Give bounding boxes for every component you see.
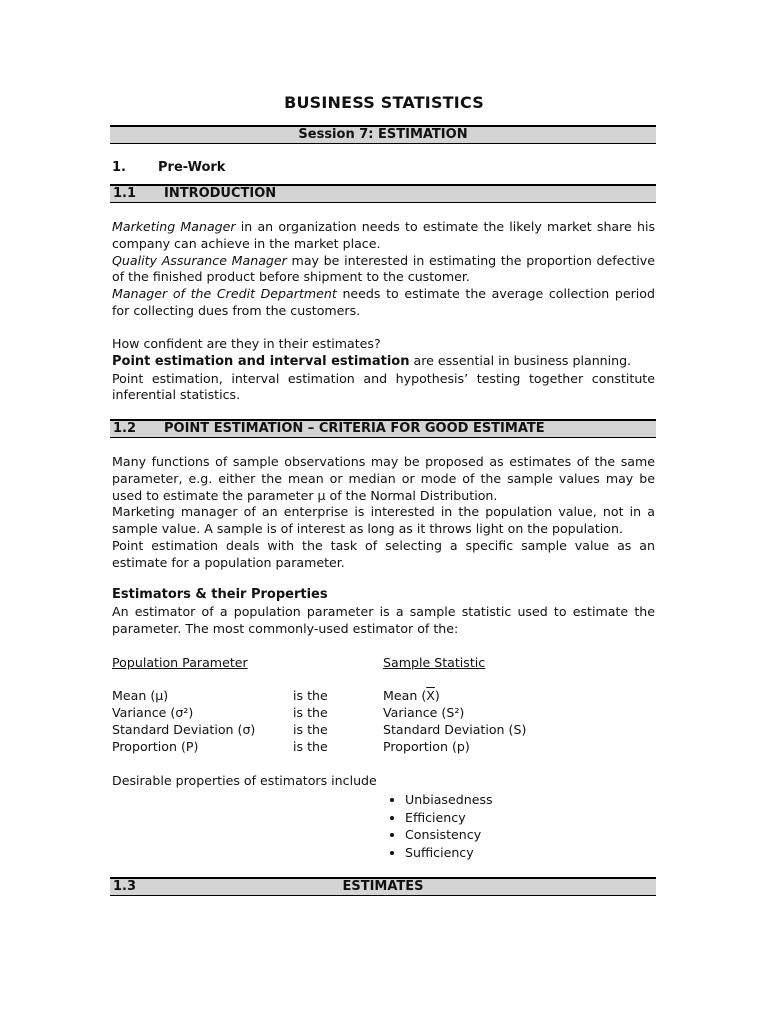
- section-1-number: 1.: [112, 160, 126, 175]
- intro-block: [112, 219, 655, 320]
- intro-role-1: Marketing Manager: [112, 219, 236, 234]
- section-1-1-header-bar: [110, 184, 656, 203]
- table-row-0-param: Mean (µ): [112, 688, 169, 703]
- intro-bold-rest: are essential in business planning.: [409, 352, 632, 368]
- table-row-1-stat: Variance (S²): [383, 705, 465, 720]
- section-1-3-number: 1.3: [113, 879, 137, 894]
- intro-question: How confident are they in their estimates?: [112, 336, 381, 351]
- table-row-0-stat: [383, 688, 440, 705]
- table-row-1-param: Variance (σ²): [112, 705, 194, 720]
- document-title: BUSINESS STATISTICS: [284, 93, 484, 112]
- point-estimation-block: [112, 454, 655, 572]
- table-row-1-relation: is the: [293, 705, 328, 720]
- properties-list: [383, 791, 493, 861]
- estimators-subheading: Estimators & their Properties: [112, 587, 328, 602]
- table-header-sample-statistic: Sample Statistic: [383, 655, 486, 670]
- estimators-paragraph: An estimator of a population parameter is a sample statistic used to estimate the parameter. The most commonly-used estimator of the:: [112, 603, 655, 636]
- properties-intro: Desirable properties of estimators include: [112, 773, 377, 788]
- intro-paragraph-1: [112, 219, 655, 253]
- intro-role-3: Manager of the Credit Department: [112, 286, 337, 302]
- point-est-paragraph-1: Many functions of sample observations may be proposed as estimates of the same parameter, e.g. either the mean or median or mode of the sample values may be used to estimate the parameter µ of the Normal Distribution.: [112, 454, 655, 503]
- table-row-0-stat-pre: Mean (: [383, 688, 427, 703]
- list-item: • Consistency: [405, 826, 493, 844]
- section-1-3-header-bar: [110, 877, 656, 896]
- intro-closing: Point estimation, interval estimation and hypothesis’ testing together constitute inferential statistics.: [112, 370, 655, 403]
- section-1-2-number: 1.2: [113, 421, 137, 436]
- section-1-3-label: ESTIMATES: [342, 879, 424, 894]
- intro-planning-line: [112, 353, 655, 371]
- section-1-2-header-bar: [110, 419, 656, 438]
- table-header-population-parameter: Population Parameter: [112, 655, 248, 670]
- estimators-block: [112, 587, 655, 637]
- table-row-2-param: Standard Deviation (σ): [112, 722, 256, 737]
- table-row-3-relation: is the: [293, 739, 328, 754]
- intro-bold-phrase: Point estimation and interval estimation: [112, 353, 410, 369]
- intro-text-3: needs to estimate the average collection period for collecting dues from the customers.: [112, 286, 655, 318]
- session-label: Session 7: ESTIMATION: [298, 127, 468, 142]
- x-bar-symbol: $\overline{X}$: [426, 688, 435, 703]
- section-1-label: Pre-Work: [158, 160, 226, 175]
- section-1-1-number: 1.1: [113, 186, 137, 201]
- intro-text-2: may be interested in estimating the proportion defective of the finished product before shipment to the customer.: [112, 252, 655, 285]
- intro-paragraph-3: [112, 286, 655, 320]
- table-row-0-relation: is the: [293, 688, 328, 703]
- session-header-bar: [110, 125, 656, 144]
- table-row-2-stat: Standard Deviation (S): [383, 722, 527, 737]
- point-est-paragraph-3: Point estimation deals with the task of selecting a specific sample value as an estimate for a population parameter.: [112, 537, 655, 570]
- list-item: • Unbiasedness: [405, 791, 493, 809]
- section-1-heading: [112, 160, 225, 175]
- list-item: • Efficiency: [405, 809, 493, 827]
- list-item: • Sufficiency: [405, 844, 493, 862]
- section-1-2-label: POINT ESTIMATION – CRITERIA FOR GOOD ESTIMATE: [164, 421, 545, 436]
- intro-text-1: in an organization needs to estimate the likely market share his company can achieve in the market place.: [112, 219, 656, 251]
- intro-paragraph-2: [112, 253, 655, 287]
- section-1-1-label: INTRODUCTION: [164, 186, 277, 201]
- table-row-3-param: Proportion (P): [112, 739, 199, 754]
- intro-block-2: [112, 336, 655, 404]
- intro-role-2: Quality Assurance Manager: [112, 252, 287, 268]
- table-row-0-stat-post: ): [434, 688, 440, 703]
- table-row-3-stat: Proportion (p): [383, 739, 470, 754]
- table-row-2-relation: is the: [293, 722, 328, 737]
- point-est-paragraph-2: Marketing manager of an enterprise is interested in the population value, not in a sample value. A sample is of interest as long as it throws light on the population.: [112, 504, 655, 537]
